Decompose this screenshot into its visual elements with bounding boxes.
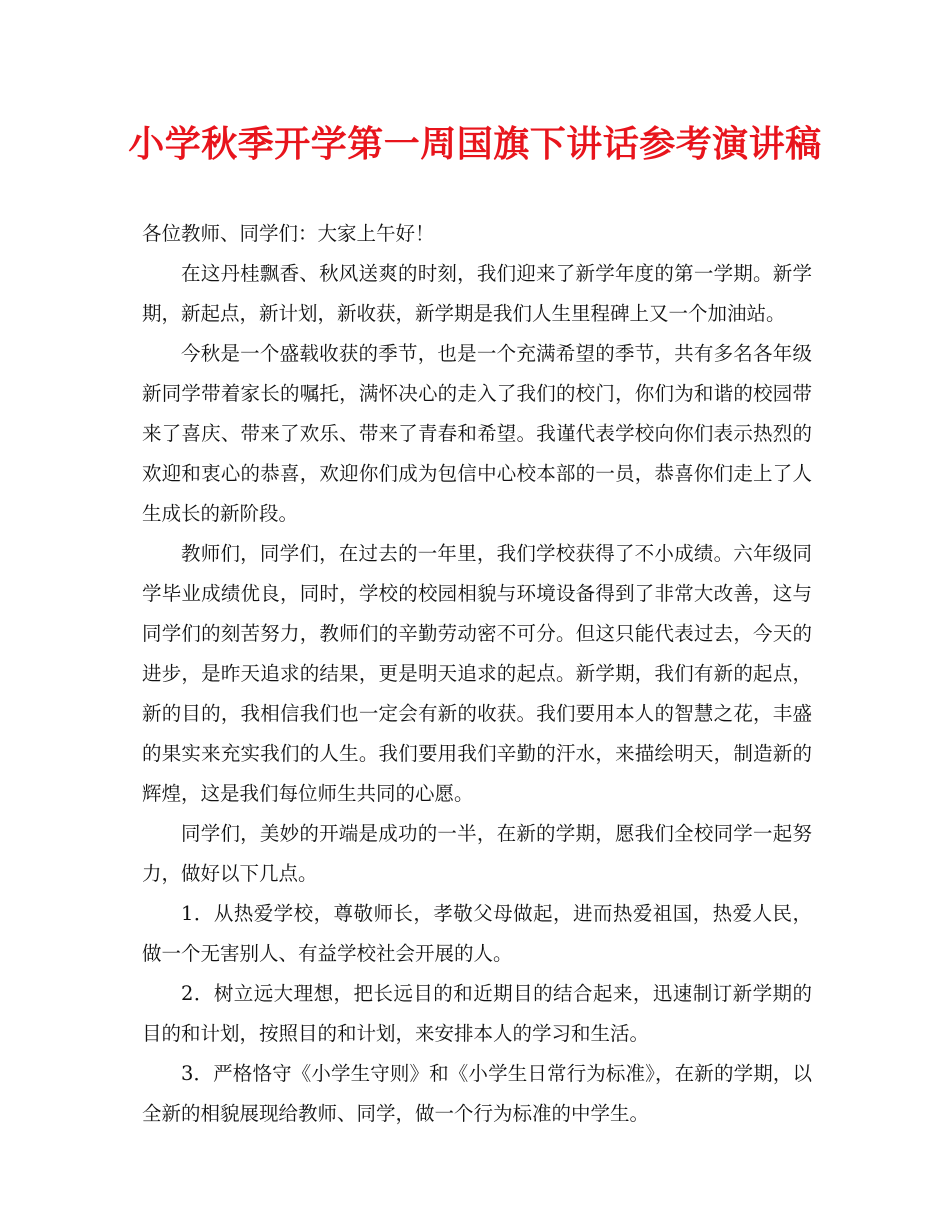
paragraph: 教师们，同学们，在过去的一年里，我们学校获得了不小成绩。六年级同学毕业成绩优良，同时，学校的校园相貌与环境设备得到了非常大改善，这与同学们的刻苦努力，教师们的辛勤劳动密不可分。但这只能代表过去，今天的进步，是昨天追求的结果，更是明天追求的起点。新学期，我们有新的起点，新的目的，我相信我们也一定会有新的收获。我们要用本人的智慧之花，丰盛的果实来充实我们的人生。我们要用我们辛勤的汗水，来描绘明天，制造新的辉煌，这是我们每位师生共同的心愿。 [142, 542, 812, 805]
greeting: 各位教师、同学们：大家上午好！ [142, 222, 435, 245]
paragraph: 在这丹桂飘香、秋风送爽的时刻，我们迎来了新学年度的第一学期。新学期，新起点，新计划，新收获，新学期是我们人生里程碑上又一个加油站。 [142, 262, 812, 325]
paragraph: 同学们，美妙的开端是成功的一半，在新的学期，愿我们全校同学一起努力，做好以下几点。 [142, 822, 812, 885]
document-title: 小学秋季开学第一周国旗下讲话参考演讲稿 [128, 124, 822, 165]
list-item: 3．严格恪守《小学生守则》和《小学生日常行为标准》，在新的学期，以全新的相貌展现给教师、同学，做一个行为标准的中学生。 [142, 1062, 812, 1125]
document-body [142, 214, 812, 1134]
paragraph: 今秋是一个盛载收获的季节，也是一个充满希望的季节，共有多名各年级新同学带着家长的嘱托，满怀决心的走入了我们的校门，你们为和谐的校园带来了喜庆、带来了欢乐、带来了青春和希望。我谨代表学校向你们表示热烈的欢迎和衷心的恭喜，欢迎你们成为包信中心校本部的一员，恭喜你们走上了人生成长的新阶段。 [142, 342, 812, 525]
list-item: 2．树立远大理想，把长远目的和近期目的结合起来，迅速制订新学期的目的和计划，按照目的和计划，来安排本人的学习和生活。 [142, 982, 812, 1045]
list-item: 1．从热爱学校，尊敬师长，孝敬父母做起，进而热爱祖国，热爱人民，做一个无害别人、有益学校社会开展的人。 [142, 902, 812, 965]
